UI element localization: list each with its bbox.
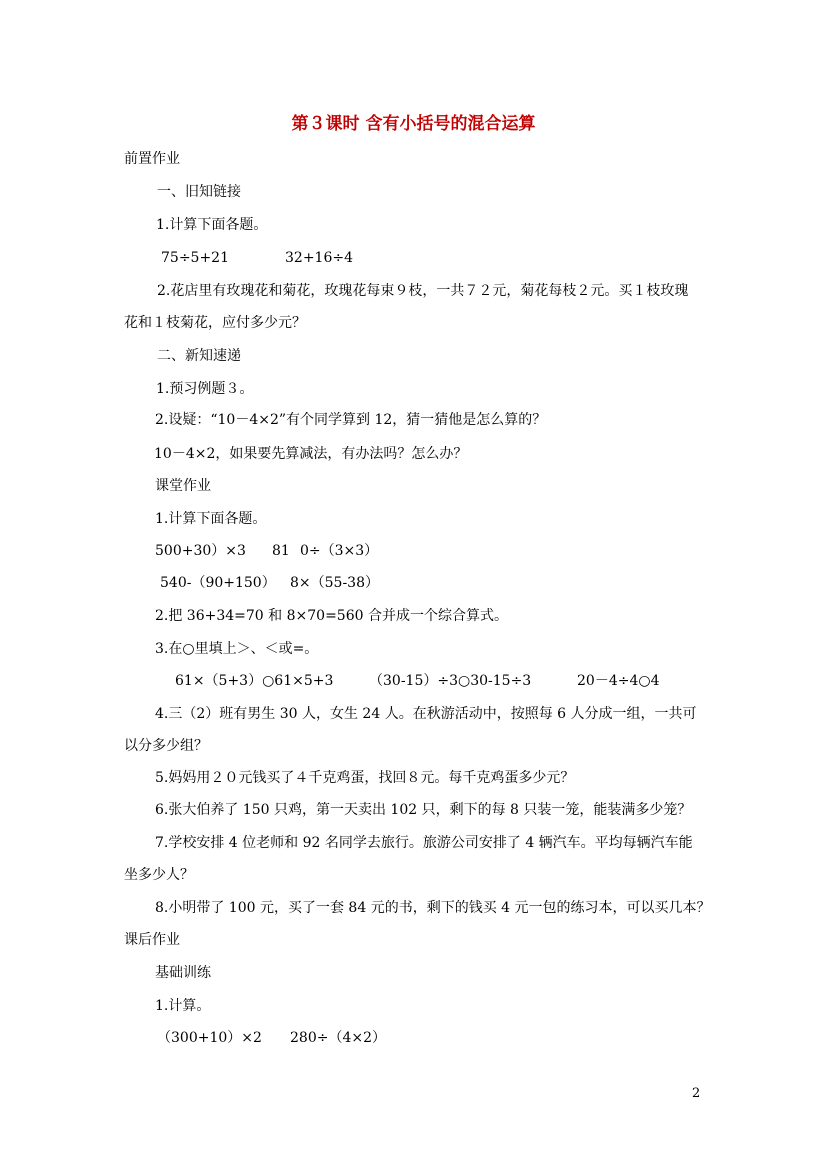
math-expression: （300+10）×2 [157,1030,262,1046]
question-text: 1.计算。 [155,998,211,1014]
subsection-heading: 二、新知速递 [157,348,241,364]
question-text: 1.计算下面各题。 [156,217,268,233]
question-text: 5.妈妈用２０元钱买了４千克鸡蛋，找回８元。每千克鸡蛋多少元？ [155,770,575,786]
math-expression: 20－4÷4○4 [577,673,660,689]
math-expression: 32+16÷4 [285,250,353,266]
section-heading-class: 课堂作业 [155,478,211,494]
math-expression: 61×（5+3）○61×5+3 [175,673,334,689]
question-text: 2.设疑：“10－4×2”有个同学算到 12，猜一猜他是怎么算的？ [155,412,547,428]
question-text: 坐多少人？ [124,867,194,883]
question-text: 1.预习例题３。 [156,381,254,397]
question-text: 2.把 36+34=70 和 8×70=560 合并成一个综合算式。 [155,608,508,624]
math-expression: 500+30）×3 [155,543,246,559]
math-expression: 0÷（3×3） [300,543,379,559]
question-text: 6.张大伯养了 150 只鸡，第一天卖出 102 只，剩下的每 8 只装一笼，能装满多少笼？ [155,802,692,818]
section-heading-after: 课后作业 [124,932,180,948]
question-text: 10－4×2，如果要先算减法，有办法吗？怎么办？ [154,446,468,462]
question-text: 8.小明带了 100 元，买了一套 84 元的书，剩下的钱买 4 元一包的练习本，可以买几本？ [155,900,711,916]
question-text: 7.学校安排 4 位老师和 92 名同学去旅行。旅游公司安排了 4 辆汽车。平均每辆汽车能 [155,835,693,851]
subsection-heading: 一、旧知链接 [157,184,241,200]
question-text: 3.在○里填上＞、＜或=。 [155,641,319,657]
page-number: 2 [692,1086,701,1101]
math-expression: 8×（55-38） [290,575,379,591]
question-text: 1.计算下面各题。 [155,511,267,527]
math-expression: 75÷5+21 [161,250,229,266]
question-text: 以分多少组？ [124,738,208,754]
math-expression: 81 [272,543,290,559]
question-text: 花和１枝菊花，应付多少元？ [124,315,306,331]
section-heading-pre: 前置作业 [124,151,180,167]
page-title: 第３课时 含有小括号的混合运算 [291,114,536,134]
question-text: 4.三（2）班有男生 30 人，女生 24 人。在秋游活动中，按照每 6 人分成一组，一共可 [155,706,697,722]
math-expression: 280÷（4×2） [290,1030,386,1046]
subsection-heading: 基础训练 [155,965,211,981]
question-text: 2.花店里有玫瑰花和菊花，玫瑰花每束９枝，一共７２元，菊花每枝２元。买１枝玫瑰 [157,283,689,299]
math-expression: 540-（90+150） [160,575,276,591]
math-expression: （30-15）÷3○30-15÷3 [369,673,532,689]
